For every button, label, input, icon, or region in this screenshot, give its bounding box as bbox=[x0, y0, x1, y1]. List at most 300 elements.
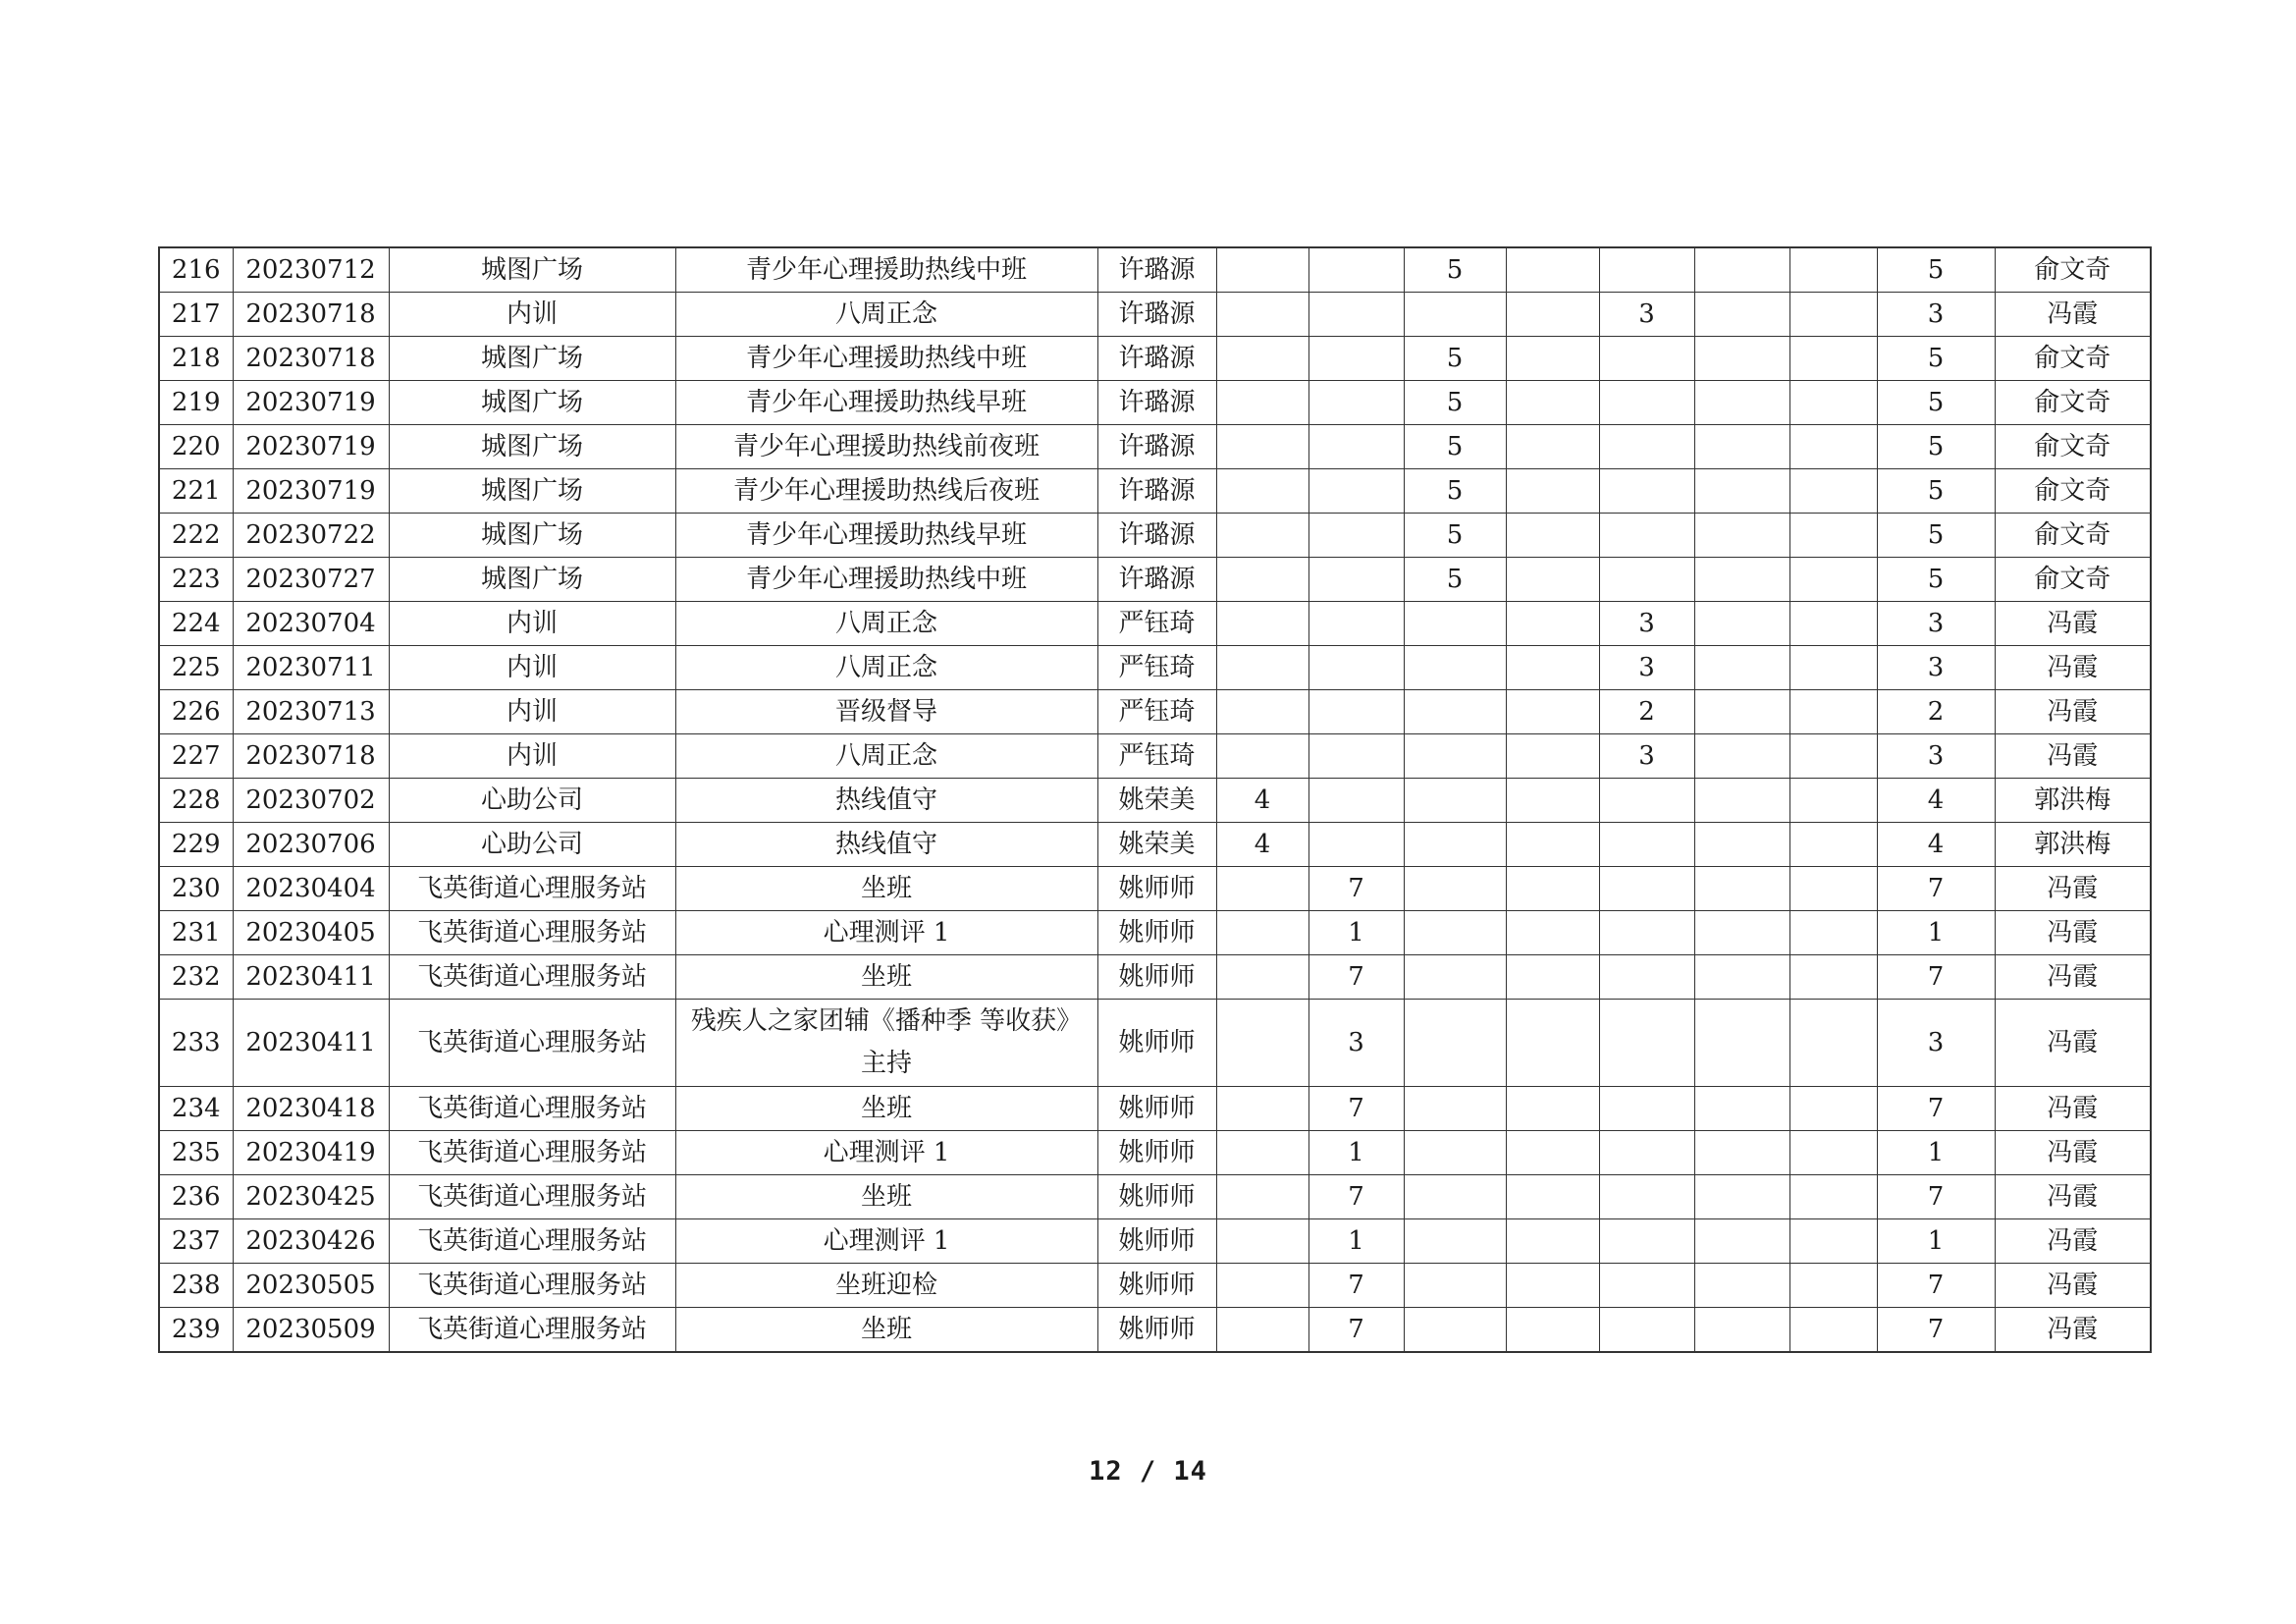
table-row bbox=[159, 779, 2151, 823]
volunteer-name-cell: 姚师师 bbox=[1097, 911, 1216, 955]
hours-col-5-cell bbox=[1599, 381, 1694, 425]
page-number: 12 / 14 bbox=[1089, 1456, 1207, 1487]
hours-col-3-cell bbox=[1404, 779, 1506, 823]
verifier-cell: 郭洪梅 bbox=[1995, 823, 2151, 867]
location-cell: 飞英街道心理服务站 bbox=[389, 1175, 675, 1219]
location-cell: 飞英街道心理服务站 bbox=[389, 955, 675, 1000]
hours-col-4-cell bbox=[1506, 1219, 1599, 1264]
hours-col-7-cell bbox=[1789, 558, 1877, 602]
date-cell: 20230718 bbox=[233, 293, 389, 337]
hours-col-5-cell bbox=[1599, 514, 1694, 558]
hours-col-2-cell bbox=[1308, 425, 1404, 469]
verifier-cell: 冯霞 bbox=[1995, 955, 2151, 1000]
volunteer-name-cell: 许璐源 bbox=[1097, 293, 1216, 337]
hours-col-1-cell bbox=[1216, 425, 1308, 469]
row-index-cell: 229 bbox=[159, 823, 233, 867]
hours-col-5-cell bbox=[1599, 955, 1694, 1000]
hours-col-3-cell bbox=[1404, 646, 1506, 690]
hours-col-6-cell bbox=[1694, 1264, 1789, 1308]
volunteer-name-cell: 姚师师 bbox=[1097, 1087, 1216, 1131]
hours-col-1-cell bbox=[1216, 1175, 1308, 1219]
hours-col-2-cell bbox=[1308, 514, 1404, 558]
activity-cell: 青少年心理援助热线前夜班 bbox=[675, 425, 1097, 469]
table-row bbox=[159, 955, 2151, 1000]
hours-col-3-cell bbox=[1404, 293, 1506, 337]
row-index-cell: 235 bbox=[159, 1131, 233, 1175]
location-cell: 飞英街道心理服务站 bbox=[389, 1087, 675, 1131]
hours-col-2-cell bbox=[1308, 381, 1404, 425]
volunteer-name-cell: 姚荣美 bbox=[1097, 823, 1216, 867]
hours-col-4-cell bbox=[1506, 1131, 1599, 1175]
table-row bbox=[159, 1131, 2151, 1175]
date-cell: 20230426 bbox=[233, 1219, 389, 1264]
hours-col-4-cell bbox=[1506, 602, 1599, 646]
table-row bbox=[159, 1308, 2151, 1353]
hours-col-3-cell bbox=[1404, 1308, 1506, 1353]
date-cell: 20230719 bbox=[233, 381, 389, 425]
total-hours-cell: 5 bbox=[1877, 425, 1995, 469]
hours-col-7-cell bbox=[1789, 646, 1877, 690]
hours-col-7-cell bbox=[1789, 867, 1877, 911]
location-cell: 城图广场 bbox=[389, 514, 675, 558]
volunteer-name-cell: 许璐源 bbox=[1097, 337, 1216, 381]
hours-col-3-cell bbox=[1404, 823, 1506, 867]
hours-col-7-cell bbox=[1789, 381, 1877, 425]
hours-col-5-cell bbox=[1599, 1308, 1694, 1353]
verifier-cell: 冯霞 bbox=[1995, 911, 2151, 955]
hours-col-4-cell bbox=[1506, 646, 1599, 690]
hours-col-1-cell bbox=[1216, 867, 1308, 911]
volunteer-name-cell: 姚荣美 bbox=[1097, 779, 1216, 823]
hours-col-4-cell bbox=[1506, 1000, 1599, 1087]
hours-col-6-cell bbox=[1694, 1131, 1789, 1175]
total-hours-cell: 3 bbox=[1877, 646, 1995, 690]
hours-col-2-cell: 1 bbox=[1308, 1219, 1404, 1264]
hours-col-4-cell bbox=[1506, 381, 1599, 425]
location-cell: 内训 bbox=[389, 293, 675, 337]
volunteer-name-cell: 许璐源 bbox=[1097, 558, 1216, 602]
volunteer-name-cell: 严钰琦 bbox=[1097, 690, 1216, 734]
hours-col-2-cell: 7 bbox=[1308, 955, 1404, 1000]
verifier-cell: 俞文奇 bbox=[1995, 337, 2151, 381]
hours-col-3-cell bbox=[1404, 690, 1506, 734]
hours-col-7-cell bbox=[1789, 911, 1877, 955]
hours-col-5-cell bbox=[1599, 558, 1694, 602]
verifier-cell: 冯霞 bbox=[1995, 1219, 2151, 1264]
volunteer-name-cell: 姚师师 bbox=[1097, 1175, 1216, 1219]
hours-col-7-cell bbox=[1789, 1000, 1877, 1087]
hours-col-2-cell bbox=[1308, 293, 1404, 337]
total-hours-cell: 5 bbox=[1877, 558, 1995, 602]
row-index-cell: 234 bbox=[159, 1087, 233, 1131]
hours-col-2-cell bbox=[1308, 646, 1404, 690]
hours-col-3-cell: 5 bbox=[1404, 247, 1506, 293]
date-cell: 20230404 bbox=[233, 867, 389, 911]
hours-col-5-cell: 3 bbox=[1599, 602, 1694, 646]
hours-col-4-cell bbox=[1506, 425, 1599, 469]
row-index-cell: 219 bbox=[159, 381, 233, 425]
hours-col-6-cell bbox=[1694, 734, 1789, 779]
table-row bbox=[159, 1175, 2151, 1219]
hours-col-7-cell bbox=[1789, 337, 1877, 381]
hours-col-1-cell bbox=[1216, 1087, 1308, 1131]
hours-col-4-cell bbox=[1506, 911, 1599, 955]
hours-col-7-cell bbox=[1789, 690, 1877, 734]
hours-col-1-cell bbox=[1216, 646, 1308, 690]
hours-col-2-cell bbox=[1308, 823, 1404, 867]
hours-col-1-cell bbox=[1216, 247, 1308, 293]
hours-col-4-cell bbox=[1506, 469, 1599, 514]
hours-col-5-cell bbox=[1599, 1087, 1694, 1131]
hours-col-1-cell bbox=[1216, 381, 1308, 425]
hours-col-5-cell bbox=[1599, 779, 1694, 823]
hours-col-3-cell: 5 bbox=[1404, 381, 1506, 425]
hours-col-2-cell: 7 bbox=[1308, 1175, 1404, 1219]
hours-col-6-cell bbox=[1694, 558, 1789, 602]
hours-col-6-cell bbox=[1694, 1000, 1789, 1087]
hours-col-5-cell bbox=[1599, 1131, 1694, 1175]
verifier-cell: 冯霞 bbox=[1995, 293, 2151, 337]
total-hours-cell: 5 bbox=[1877, 247, 1995, 293]
total-hours-cell: 3 bbox=[1877, 1000, 1995, 1087]
row-index-cell: 236 bbox=[159, 1175, 233, 1219]
row-index-cell: 223 bbox=[159, 558, 233, 602]
hours-col-2-cell bbox=[1308, 558, 1404, 602]
hours-col-7-cell bbox=[1789, 1308, 1877, 1353]
row-index-cell: 224 bbox=[159, 602, 233, 646]
activity-cell: 八周正念 bbox=[675, 293, 1097, 337]
hours-col-2-cell bbox=[1308, 469, 1404, 514]
hours-col-1-cell bbox=[1216, 1131, 1308, 1175]
location-cell: 城图广场 bbox=[389, 558, 675, 602]
total-hours-cell: 4 bbox=[1877, 779, 1995, 823]
hours-col-4-cell bbox=[1506, 779, 1599, 823]
activity-cell: 坐班迎检 bbox=[675, 1264, 1097, 1308]
date-cell: 20230718 bbox=[233, 337, 389, 381]
table-row bbox=[159, 867, 2151, 911]
location-cell: 城图广场 bbox=[389, 337, 675, 381]
volunteer-name-cell: 许璐源 bbox=[1097, 469, 1216, 514]
verifier-cell: 冯霞 bbox=[1995, 1264, 2151, 1308]
hours-col-6-cell bbox=[1694, 247, 1789, 293]
date-cell: 20230713 bbox=[233, 690, 389, 734]
table-row bbox=[159, 381, 2151, 425]
table-row bbox=[159, 1219, 2151, 1264]
hours-col-2-cell: 7 bbox=[1308, 867, 1404, 911]
hours-col-1-cell bbox=[1216, 1264, 1308, 1308]
verifier-cell: 冯霞 bbox=[1995, 1308, 2151, 1353]
hours-col-7-cell bbox=[1789, 247, 1877, 293]
hours-col-6-cell bbox=[1694, 514, 1789, 558]
total-hours-cell: 7 bbox=[1877, 867, 1995, 911]
volunteer-name-cell: 姚师师 bbox=[1097, 1131, 1216, 1175]
hours-col-1-cell bbox=[1216, 514, 1308, 558]
table-row bbox=[159, 558, 2151, 602]
hours-col-2-cell: 7 bbox=[1308, 1308, 1404, 1353]
hours-col-7-cell bbox=[1789, 469, 1877, 514]
total-hours-cell: 4 bbox=[1877, 823, 1995, 867]
hours-col-5-cell: 2 bbox=[1599, 690, 1694, 734]
verifier-cell: 俞文奇 bbox=[1995, 425, 2151, 469]
hours-col-1-cell bbox=[1216, 602, 1308, 646]
hours-col-6-cell bbox=[1694, 469, 1789, 514]
total-hours-cell: 3 bbox=[1877, 734, 1995, 779]
table-row bbox=[159, 1087, 2151, 1131]
hours-col-2-cell: 3 bbox=[1308, 1000, 1404, 1087]
total-hours-cell: 7 bbox=[1877, 1308, 1995, 1353]
hours-col-5-cell bbox=[1599, 1219, 1694, 1264]
volunteer-name-cell: 姚师师 bbox=[1097, 1264, 1216, 1308]
row-index-cell: 239 bbox=[159, 1308, 233, 1353]
hours-col-5-cell bbox=[1599, 911, 1694, 955]
volunteer-name-cell: 姚师师 bbox=[1097, 867, 1216, 911]
table-row bbox=[159, 823, 2151, 867]
total-hours-cell: 1 bbox=[1877, 1131, 1995, 1175]
hours-col-2-cell bbox=[1308, 779, 1404, 823]
table-row bbox=[159, 1000, 2151, 1087]
row-index-cell: 227 bbox=[159, 734, 233, 779]
hours-col-3-cell bbox=[1404, 955, 1506, 1000]
verifier-cell: 冯霞 bbox=[1995, 734, 2151, 779]
hours-col-6-cell bbox=[1694, 425, 1789, 469]
hours-col-6-cell bbox=[1694, 823, 1789, 867]
location-cell: 飞英街道心理服务站 bbox=[389, 911, 675, 955]
total-hours-cell: 5 bbox=[1877, 381, 1995, 425]
date-cell: 20230719 bbox=[233, 425, 389, 469]
location-cell: 飞英街道心理服务站 bbox=[389, 867, 675, 911]
hours-col-1-cell bbox=[1216, 734, 1308, 779]
hours-col-5-cell bbox=[1599, 867, 1694, 911]
volunteer-name-cell: 姚师师 bbox=[1097, 1219, 1216, 1264]
hours-col-2-cell: 7 bbox=[1308, 1264, 1404, 1308]
hours-col-4-cell bbox=[1506, 293, 1599, 337]
hours-col-2-cell bbox=[1308, 690, 1404, 734]
hours-col-1-cell bbox=[1216, 690, 1308, 734]
hours-col-7-cell bbox=[1789, 1087, 1877, 1131]
activity-cell: 心理测评 1 bbox=[675, 1219, 1097, 1264]
hours-col-6-cell bbox=[1694, 911, 1789, 955]
hours-col-5-cell bbox=[1599, 425, 1694, 469]
hours-col-7-cell bbox=[1789, 1175, 1877, 1219]
hours-col-6-cell bbox=[1694, 1087, 1789, 1131]
hours-col-7-cell bbox=[1789, 1219, 1877, 1264]
hours-col-5-cell bbox=[1599, 469, 1694, 514]
hours-col-7-cell bbox=[1789, 602, 1877, 646]
verifier-cell: 冯霞 bbox=[1995, 1087, 2151, 1131]
date-cell: 20230405 bbox=[233, 911, 389, 955]
date-cell: 20230505 bbox=[233, 1264, 389, 1308]
table-row bbox=[159, 425, 2151, 469]
location-cell: 飞英街道心理服务站 bbox=[389, 1131, 675, 1175]
date-cell: 20230425 bbox=[233, 1175, 389, 1219]
hours-col-4-cell bbox=[1506, 337, 1599, 381]
hours-col-3-cell bbox=[1404, 1219, 1506, 1264]
hours-col-5-cell bbox=[1599, 337, 1694, 381]
table-row bbox=[159, 690, 2151, 734]
total-hours-cell: 1 bbox=[1877, 911, 1995, 955]
hours-col-1-cell bbox=[1216, 469, 1308, 514]
hours-col-1-cell bbox=[1216, 558, 1308, 602]
hours-col-5-cell: 3 bbox=[1599, 646, 1694, 690]
verifier-cell: 冯霞 bbox=[1995, 867, 2151, 911]
activity-cell: 青少年心理援助热线中班 bbox=[675, 247, 1097, 293]
hours-col-1-cell bbox=[1216, 1000, 1308, 1087]
hours-col-4-cell bbox=[1506, 690, 1599, 734]
hours-col-4-cell bbox=[1506, 867, 1599, 911]
volunteer-name-cell: 姚师师 bbox=[1097, 1000, 1216, 1087]
hours-col-2-cell: 1 bbox=[1308, 911, 1404, 955]
total-hours-cell: 7 bbox=[1877, 955, 1995, 1000]
activity-cell: 坐班 bbox=[675, 1087, 1097, 1131]
location-cell: 城图广场 bbox=[389, 425, 675, 469]
table-row bbox=[159, 469, 2151, 514]
date-cell: 20230712 bbox=[233, 247, 389, 293]
hours-col-6-cell bbox=[1694, 646, 1789, 690]
table-row bbox=[159, 293, 2151, 337]
hours-col-7-cell bbox=[1789, 293, 1877, 337]
row-index-cell: 237 bbox=[159, 1219, 233, 1264]
service-record-table bbox=[158, 246, 2152, 1353]
total-hours-cell: 7 bbox=[1877, 1175, 1995, 1219]
hours-col-5-cell bbox=[1599, 247, 1694, 293]
verifier-cell: 冯霞 bbox=[1995, 1000, 2151, 1087]
row-index-cell: 216 bbox=[159, 247, 233, 293]
hours-col-4-cell bbox=[1506, 1175, 1599, 1219]
table-row bbox=[159, 337, 2151, 381]
hours-col-3-cell: 5 bbox=[1404, 469, 1506, 514]
table-row bbox=[159, 602, 2151, 646]
hours-col-6-cell bbox=[1694, 602, 1789, 646]
hours-col-4-cell bbox=[1506, 734, 1599, 779]
hours-col-3-cell: 5 bbox=[1404, 425, 1506, 469]
hours-col-1-cell bbox=[1216, 1219, 1308, 1264]
date-cell: 20230718 bbox=[233, 734, 389, 779]
location-cell: 心助公司 bbox=[389, 779, 675, 823]
hours-col-7-cell bbox=[1789, 425, 1877, 469]
hours-col-7-cell bbox=[1789, 955, 1877, 1000]
location-cell: 心助公司 bbox=[389, 823, 675, 867]
activity-cell: 八周正念 bbox=[675, 734, 1097, 779]
activity-cell: 热线值守 bbox=[675, 779, 1097, 823]
hours-col-6-cell bbox=[1694, 1219, 1789, 1264]
activity-cell: 坐班 bbox=[675, 955, 1097, 1000]
location-cell: 飞英街道心理服务站 bbox=[389, 1308, 675, 1353]
table-row bbox=[159, 734, 2151, 779]
hours-col-2-cell: 1 bbox=[1308, 1131, 1404, 1175]
activity-cell: 坐班 bbox=[675, 1175, 1097, 1219]
hours-col-4-cell bbox=[1506, 823, 1599, 867]
hours-col-1-cell bbox=[1216, 337, 1308, 381]
hours-col-2-cell: 7 bbox=[1308, 1087, 1404, 1131]
hours-col-4-cell bbox=[1506, 1264, 1599, 1308]
activity-cell: 坐班 bbox=[675, 867, 1097, 911]
verifier-cell: 冯霞 bbox=[1995, 690, 2151, 734]
activity-cell: 青少年心理援助热线早班 bbox=[675, 514, 1097, 558]
total-hours-cell: 3 bbox=[1877, 602, 1995, 646]
table-row bbox=[159, 1264, 2151, 1308]
hours-col-3-cell bbox=[1404, 911, 1506, 955]
activity-cell: 青少年心理援助热线中班 bbox=[675, 558, 1097, 602]
row-index-cell: 231 bbox=[159, 911, 233, 955]
volunteer-name-cell: 许璐源 bbox=[1097, 247, 1216, 293]
verifier-cell: 郭洪梅 bbox=[1995, 779, 2151, 823]
verifier-cell: 俞文奇 bbox=[1995, 247, 2151, 293]
hours-col-7-cell bbox=[1789, 734, 1877, 779]
hours-col-7-cell bbox=[1789, 823, 1877, 867]
hours-col-1-cell bbox=[1216, 955, 1308, 1000]
date-cell: 20230418 bbox=[233, 1087, 389, 1131]
row-index-cell: 221 bbox=[159, 469, 233, 514]
hours-col-4-cell bbox=[1506, 247, 1599, 293]
total-hours-cell: 5 bbox=[1877, 337, 1995, 381]
hours-col-3-cell bbox=[1404, 867, 1506, 911]
verifier-cell: 俞文奇 bbox=[1995, 514, 2151, 558]
table-body bbox=[159, 247, 2151, 1352]
hours-col-6-cell bbox=[1694, 381, 1789, 425]
date-cell: 20230704 bbox=[233, 602, 389, 646]
verifier-cell: 冯霞 bbox=[1995, 1131, 2151, 1175]
hours-col-5-cell bbox=[1599, 823, 1694, 867]
verifier-cell: 冯霞 bbox=[1995, 646, 2151, 690]
hours-col-1-cell: 4 bbox=[1216, 779, 1308, 823]
activity-cell: 热线值守 bbox=[675, 823, 1097, 867]
verifier-cell: 俞文奇 bbox=[1995, 381, 2151, 425]
hours-col-5-cell: 3 bbox=[1599, 293, 1694, 337]
hours-col-6-cell bbox=[1694, 779, 1789, 823]
hours-col-7-cell bbox=[1789, 1264, 1877, 1308]
activity-cell: 青少年心理援助热线早班 bbox=[675, 381, 1097, 425]
row-index-cell: 217 bbox=[159, 293, 233, 337]
table-row bbox=[159, 514, 2151, 558]
hours-col-6-cell bbox=[1694, 690, 1789, 734]
location-cell: 内训 bbox=[389, 690, 675, 734]
hours-col-6-cell bbox=[1694, 867, 1789, 911]
date-cell: 20230411 bbox=[233, 1000, 389, 1087]
hours-col-3-cell: 5 bbox=[1404, 514, 1506, 558]
volunteer-name-cell: 严钰琦 bbox=[1097, 734, 1216, 779]
total-hours-cell: 7 bbox=[1877, 1264, 1995, 1308]
hours-col-4-cell bbox=[1506, 955, 1599, 1000]
hours-col-6-cell bbox=[1694, 1308, 1789, 1353]
date-cell: 20230419 bbox=[233, 1131, 389, 1175]
hours-col-5-cell bbox=[1599, 1175, 1694, 1219]
hours-col-5-cell bbox=[1599, 1264, 1694, 1308]
activity-cell: 八周正念 bbox=[675, 646, 1097, 690]
hours-col-5-cell bbox=[1599, 1000, 1694, 1087]
hours-col-3-cell bbox=[1404, 1175, 1506, 1219]
activity-cell: 青少年心理援助热线中班 bbox=[675, 337, 1097, 381]
table-row bbox=[159, 911, 2151, 955]
activity-cell: 心理测评 1 bbox=[675, 911, 1097, 955]
hours-col-1-cell: 4 bbox=[1216, 823, 1308, 867]
hours-col-3-cell bbox=[1404, 734, 1506, 779]
total-hours-cell: 3 bbox=[1877, 293, 1995, 337]
volunteer-name-cell: 姚师师 bbox=[1097, 955, 1216, 1000]
volunteer-name-cell: 姚师师 bbox=[1097, 1308, 1216, 1353]
activity-cell: 晋级督导 bbox=[675, 690, 1097, 734]
table-row bbox=[159, 247, 2151, 293]
hours-col-3-cell bbox=[1404, 1264, 1506, 1308]
location-cell: 内训 bbox=[389, 734, 675, 779]
hours-col-6-cell bbox=[1694, 1175, 1789, 1219]
hours-col-7-cell bbox=[1789, 514, 1877, 558]
location-cell: 飞英街道心理服务站 bbox=[389, 1264, 675, 1308]
row-index-cell: 220 bbox=[159, 425, 233, 469]
row-index-cell: 232 bbox=[159, 955, 233, 1000]
row-index-cell: 225 bbox=[159, 646, 233, 690]
table-row bbox=[159, 646, 2151, 690]
location-cell: 飞英街道心理服务站 bbox=[389, 1000, 675, 1087]
